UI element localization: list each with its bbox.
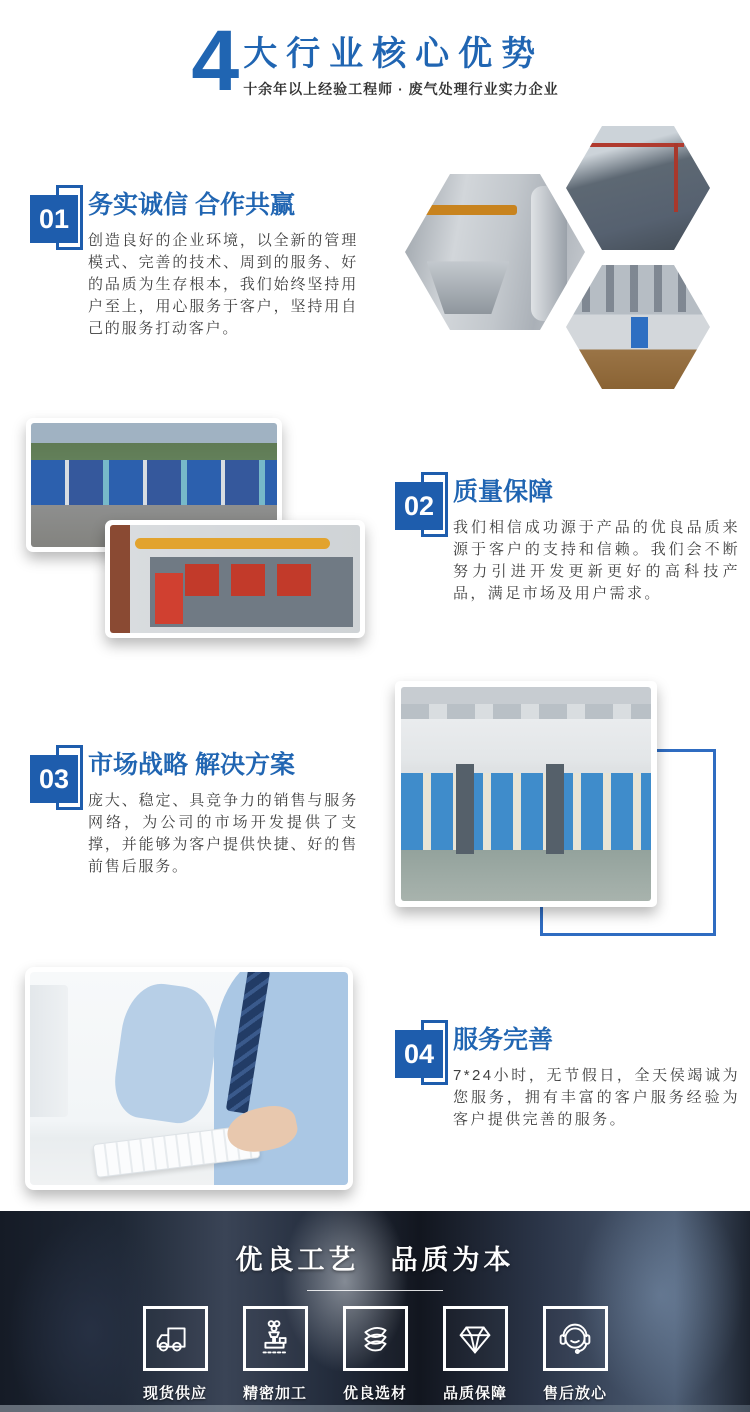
red-panels-shape	[185, 564, 315, 596]
photo-image	[30, 972, 348, 1185]
feature-precision-machining	[225, 1306, 325, 1403]
feature-label: 品质保障	[442, 1385, 507, 1402]
hexagon-photo-dust-collector	[561, 121, 715, 255]
diamond-icon	[452, 1316, 498, 1362]
section-number: 01	[30, 195, 78, 243]
section-01-advantage	[30, 191, 370, 340]
feature-label: 现货供应	[142, 1385, 207, 1402]
feature-stock-supply	[125, 1306, 225, 1403]
ceiling-beams-shape	[401, 704, 651, 719]
feature-icon-box	[443, 1306, 508, 1371]
hexagon-photo-duct-equipment	[400, 169, 590, 335]
section-03-title: 市场战略 解决方案	[88, 751, 295, 779]
orange-pipe-shape	[412, 205, 516, 214]
layers-icon	[352, 1316, 398, 1362]
feature-icon-box	[543, 1306, 608, 1371]
photo-catalytic-furnace	[105, 520, 365, 638]
headset-agent-icon	[552, 1316, 598, 1362]
section-number: 03	[30, 755, 78, 803]
section-03-number-badge	[30, 755, 78, 803]
section-02-body: 我们相信成功源于产品的优良品质来源于客户的支持和信赖。我们会不断努力引进开发更新更好的高科技产品，满足市场及用户需求。	[453, 519, 740, 602]
section-02-number-badge	[395, 482, 443, 530]
footer-banner	[0, 1211, 750, 1412]
footer-title: 优良工艺 品质为本	[235, 1245, 515, 1275]
feature-label: 精密加工	[242, 1385, 307, 1402]
vertical-duct-shape	[531, 186, 567, 320]
section-03-advantage	[30, 751, 370, 878]
page-subtitle: 十余年以上经验工程师 · 废气处理行业实力企业	[243, 81, 559, 97]
section-02-advantage	[395, 478, 745, 605]
section-04-advantage	[395, 1026, 745, 1131]
milling-machine-icon	[252, 1316, 298, 1362]
hexagon-photo-outdoor-unit	[561, 260, 715, 394]
monitor-shape	[30, 985, 68, 1117]
feature-quality-material	[325, 1306, 425, 1403]
photo-image	[401, 687, 651, 901]
red-beam-shape	[674, 143, 678, 211]
blue-door-shape	[631, 317, 648, 348]
page-title: 大行业核心优势	[243, 35, 545, 73]
feature-after-sales	[525, 1306, 625, 1403]
blue-machines-shape	[31, 460, 277, 505]
feature-label: 优良选材	[342, 1385, 407, 1402]
section-01-title: 务实诚信 合作共赢	[88, 191, 295, 219]
section-02-title: 质量保障	[453, 478, 554, 506]
section-01-body: 创造良好的企业环境，以全新的管理模式、完善的技术、周到的服务、好的品质为生存根本，我们始终坚持用户至上，用心服务于客户，坚持用自己的服务打动客户。	[88, 232, 358, 337]
section-number: 04	[395, 1030, 443, 1078]
footer-feature-row	[0, 1306, 750, 1403]
photo-workshop-cabinets	[395, 681, 657, 907]
section-04-body: 7*24小时，无节假日，全天侯竭诚为您服务，拥有丰富的客户服务经验为客户提供完善的服务。	[453, 1067, 740, 1128]
section-03-body: 庞大、稳定、具竞争力的销售与服务网络，为公司的市场开发提供了支撑，并能够为客户提供快捷、好的售前售后服务。	[88, 792, 358, 875]
pillar-shape	[456, 764, 474, 854]
section-number: 02	[395, 482, 443, 530]
hexagon-photo-image	[566, 126, 710, 250]
photo-image	[110, 525, 360, 633]
truck-icon	[152, 1316, 198, 1362]
blue-cabinets-shape	[401, 773, 651, 850]
header-big-number: 4	[191, 13, 240, 109]
section-01-number-badge	[30, 195, 78, 243]
feature-quality-assurance	[425, 1306, 525, 1403]
section-04-number-badge	[395, 1030, 443, 1078]
pillar-shape	[546, 764, 564, 854]
feature-icon-box	[343, 1306, 408, 1371]
hexagon-photo-image	[566, 265, 710, 389]
hopper-shape	[427, 261, 510, 314]
page-header	[0, 13, 750, 109]
feature-icon-box	[143, 1306, 208, 1371]
person-shirt-shape	[110, 979, 223, 1127]
feature-icon-box	[243, 1306, 308, 1371]
red-door-shape	[155, 573, 183, 625]
hexagon-photo-image	[405, 174, 585, 330]
red-beam-shape	[583, 143, 684, 147]
section-04-title: 服务完善	[453, 1026, 554, 1054]
photo-customer-service-team	[25, 967, 353, 1190]
feature-label: 售后放心	[542, 1385, 607, 1402]
building-windows-shape	[566, 265, 710, 312]
header-text-column	[243, 26, 558, 99]
footer-divider-line	[307, 1290, 443, 1291]
yellow-pipe-shape	[135, 538, 330, 549]
